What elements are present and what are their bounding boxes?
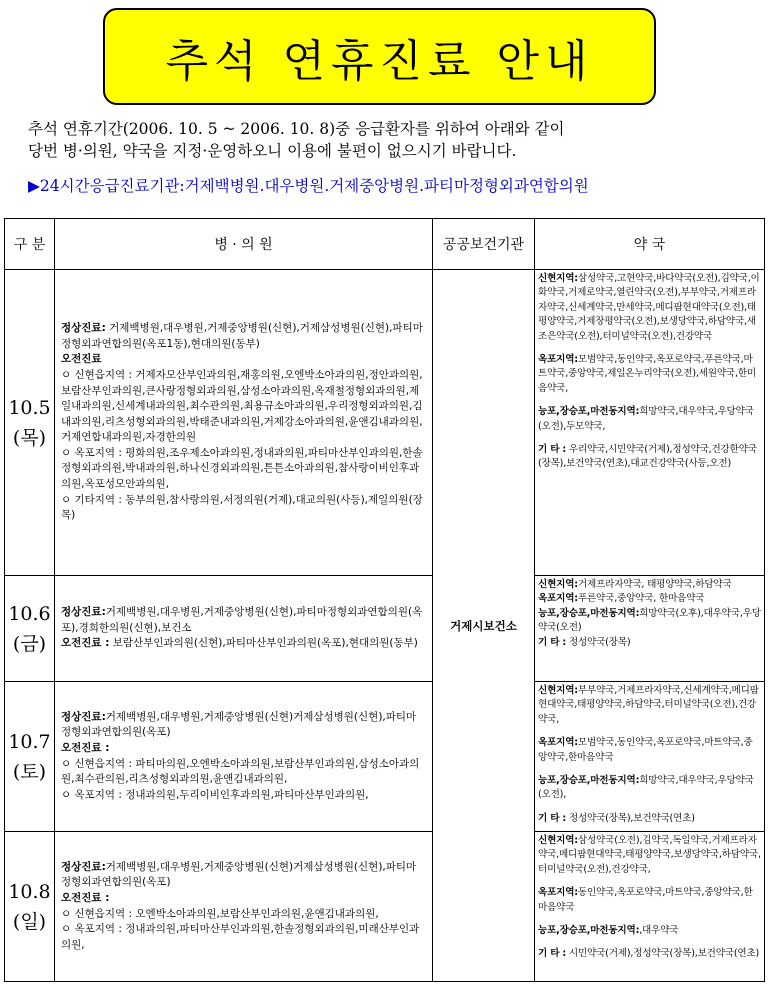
pharmacy-line	[538, 812, 761, 826]
pharmacy-line	[538, 636, 761, 650]
hospital-line-label: 오전진료 :	[61, 891, 110, 904]
pharmacy-line-text: 푸른약국,중앙약국, 한마음약국	[577, 593, 705, 605]
pharmacy-line	[538, 834, 761, 877]
header-category: 구 분	[5, 219, 55, 270]
pharmacy-line-text: 우리약국,시민약국(거제),정성약국,건강한약국(장목),보건약국(연초),대교건강약국(사등,오전)	[538, 444, 757, 470]
date-value: 10.5	[8, 396, 51, 419]
pharmacy-line-text: 동인약국,옥포로약국,마트약국,중앙약국,한마음약국	[538, 887, 753, 913]
pharmacy-line-label: 능포,장승포,마전동지역:	[538, 406, 640, 418]
pharmacy-line-text: 시민약국(거제),정성약국(장목),보건약국(연초)	[566, 948, 760, 960]
hospital-line-text: ㅇ 신현읍지역 : 오엔박소아과의원,보람산부인과의원,윤앤김내과의원,	[61, 907, 379, 920]
day-value: (토)	[12, 760, 47, 783]
date-cell	[5, 576, 55, 682]
day-value: (금)	[12, 632, 47, 655]
pharmacy-line	[538, 405, 761, 434]
hospital-line-text: 보람산부인과의원(신현),파티마산부인과의원(옥포),현대의원(동부)	[109, 637, 418, 650]
pharmacy-line	[538, 578, 761, 592]
pharmacy-line-label: 기 타 :	[538, 444, 567, 456]
hospital-line	[61, 352, 426, 368]
hospital-line-label: 오전진료 :	[61, 637, 110, 650]
hospital-cell	[55, 270, 433, 576]
emergency-notice: ▶24시간응급진료기관:거제백병원.대우병원.거제중앙병원.파티마정형외과연합의원	[28, 177, 589, 195]
pharmacy-line-label: 신현지역:	[538, 579, 578, 590]
date-value: 10.7	[8, 730, 51, 753]
hospital-cell	[55, 832, 433, 982]
pharmacy-line	[538, 736, 761, 765]
hospital-line	[61, 321, 426, 352]
pharmacy-line-label: 능포,장승포,마전동지역:	[538, 775, 640, 787]
pharmacy-line-label: 옥포지역:	[538, 354, 578, 366]
pharmacy-line-text: 정성약국(장목),보건약국(연초)	[566, 812, 695, 824]
hospital-line	[61, 891, 426, 907]
pharmacy-line	[538, 443, 761, 472]
pharmacy-line-text: 희망약국,대우약국,우당약국(오전),	[538, 775, 754, 801]
pharmacy-line-text: 삼성약국,고현약국,바다약국(오전),김약국,이화약국,거제로약국,열린약국(오전),부부약국,거제프라자약국,신세계약국,만세약국,메디팜현대약국(오전),태평양약국,거제장평약국(오전),보생당약국,하담약국,새조은약국(오전),터미널약국(오전),건강약국	[538, 273, 760, 342]
hospital-line-text: ㅇ 신현읍지역 : 파티마의원,오엔박소아과의원,보람산부인과의원,삼성소아과의원,최수관의원,리츠성형외과의원,윤앤김내과의원,	[61, 757, 420, 786]
hospital-line-label: 오전진료 :	[61, 741, 110, 754]
table-row	[5, 270, 765, 576]
table-row	[5, 682, 765, 832]
date-cell	[5, 682, 55, 832]
pharmacy-cell	[535, 576, 765, 682]
pharmacy-line-text: 거제프라자약국, 태평양약국,하담약국	[577, 579, 732, 590]
pharmacy-line	[538, 592, 761, 606]
table-row	[5, 832, 765, 982]
public-health-cell	[433, 270, 535, 982]
hospital-cell	[55, 576, 433, 682]
pharmacy-line-text: 정성약국(장목)	[566, 636, 631, 648]
date-cell	[5, 270, 55, 576]
pharmacy-line-text: 삼성약국(오전),김약국,독일약국,거제프라자약국,메디팜현대약국,태평양약국,보생당약국,하담약국,터미널약국(오전),건강약국,	[538, 835, 761, 875]
hospital-line	[61, 907, 426, 923]
pharmacy-cell	[535, 832, 765, 982]
hospital-line-text: 거제백병원,대우병원,거제중앙병원(신현),파티마정형외과연합의원(옥포),경희한의원(신현),보건소	[61, 606, 423, 634]
hospital-line	[61, 493, 426, 524]
hospital-line-text: 거제백병원,대우병원,거제중앙병원(신현)거제삼성병원(신현),파티마정형외과연합의원(옥포)	[61, 710, 417, 739]
hospital-line-text: ㅇ 옥포지역 : 정내과의원,파티마산부인과의원,한솔정형외과의원,미래산부인과의원,	[61, 923, 420, 951]
hospital-cell	[55, 682, 433, 832]
day-value: (목)	[12, 426, 47, 449]
pharmacy-line-label: 신현지역:	[538, 273, 578, 284]
hospital-line	[61, 860, 426, 891]
hospital-line-label: 정상진료:	[61, 710, 106, 723]
pharmacy-line-text: 모범약국,동인약국,옥포로약국,마트약국,중앙약국,한마음약국	[538, 737, 753, 763]
date-cell	[5, 832, 55, 982]
intro-line-2: 당번 병·의원, 약국을 지정·운영하오니 이용에 불편이 없으시기 바랍니다.	[28, 142, 517, 160]
pharmacy-line-label: 옥포지역:	[538, 887, 578, 899]
pharmacy-line-label: 기 타 :	[538, 948, 567, 960]
pharmacy-line	[538, 353, 761, 396]
pharmacy-line	[538, 272, 761, 344]
pharmacy-line	[538, 886, 761, 915]
pharmacy-line-label: 옥포지역:	[538, 593, 578, 605]
header-hospital: 병 · 의 원	[55, 219, 433, 270]
intro-text	[28, 118, 758, 162]
pharmacy-cell	[535, 270, 765, 576]
pharmacy-line-label: 능포,장승포,마전동지역:	[538, 925, 640, 937]
hospital-line	[61, 922, 426, 953]
pharmacy-line-text: ,대우약국	[639, 925, 679, 937]
pharmacy-line-label: 옥포지역:	[538, 737, 578, 749]
date-value: 10.8	[8, 880, 51, 903]
hospital-line	[61, 710, 426, 741]
hospital-line	[61, 368, 426, 446]
pharmacy-line	[538, 774, 761, 803]
hospital-line	[61, 446, 426, 493]
table-header-row	[5, 219, 765, 270]
hospital-line	[61, 605, 426, 636]
public-health-name: 거제시보건소	[450, 618, 517, 633]
date-value: 10.6	[8, 602, 51, 625]
table-row	[5, 576, 765, 682]
header-public-health: 공공보건기관	[433, 219, 535, 270]
pharmacy-line-text: 모범약국,동인약국,옥포로약국,푸른약국,마트약국,중앙약국,제일온누리약국(오전),세원약국,한미음약국,	[538, 354, 756, 394]
hospital-line	[61, 636, 426, 652]
schedule-table	[4, 218, 765, 982]
hospital-line-text: 거제백병원,대우병원,거제중앙병원(신현),거제삼성병원(신현),파티마정형외과연합의원(옥포1동),현대의원(동부)	[61, 322, 423, 350]
pharmacy-line-label: 기 타 :	[538, 636, 567, 648]
pharmacy-line-label: 기 타 :	[538, 812, 567, 824]
hospital-line	[61, 741, 426, 757]
hospital-line-label: 정상진료:	[61, 322, 106, 335]
header-pharmacy: 약 국	[535, 219, 765, 270]
intro-line-1: 추석 연휴기간(2006. 10. 5 ~ 2006. 10. 8)중 응급환자를 위하여 아래와 같이	[28, 120, 565, 138]
pharmacy-line-label: 신현지역:	[538, 835, 578, 846]
hospital-line-text: ㅇ 신현읍지역 : 거제자모산부인과의원,재홍의원,오엔박소아과의원,정안과의원,보람산부인과의원,큰사랑정형외과의원,삼성소아과의원,옥재철정형외과의원,제일내과의원,신세계내과의원,최수관의원,최용규소아과의원,우리정형외과의원,김내과의원,리츠성형외과의원,박태준내과의원,거제강소아과의원,윤앤김내과의원,거제연합내과의원,자경한의원	[61, 368, 423, 444]
pharmacy-line-text: 부부약국,거제프라자약국,신세계약국,메디팜현대약국,태평양약국,하담약국,터미널약국(오전),건강약국,	[538, 685, 759, 725]
pharmacy-line	[538, 684, 761, 727]
hospital-line-label: 오전진료	[61, 353, 102, 366]
hospital-line-label: 정상진료:	[61, 860, 106, 873]
hospital-line-text: ㅇ 기타지역 : 동부의원,참사랑의원,서정의원(거제),대교의원(사등),제일의원(장목)	[61, 493, 423, 522]
day-value: (일)	[12, 910, 47, 933]
hospital-line	[61, 788, 426, 804]
pharmacy-line-label: 신현지역:	[538, 685, 578, 696]
pharmacy-line-label: 능포,장승포,마전동지역:	[538, 607, 640, 619]
title-banner	[103, 8, 656, 105]
pharmacy-line	[538, 607, 761, 636]
hospital-line	[61, 757, 426, 788]
pharmacy-line-text: 희망약국(오후),대우약국,우당약국(오전)	[538, 607, 761, 634]
hospital-line-text: 거제백병원,대우병원,거제중앙병원(신현)거제삼성병원(신현),파티마정형외과연합의원(옥포)	[61, 860, 417, 889]
pharmacy-line	[538, 924, 761, 938]
hospital-line-label: 정상진료:	[61, 606, 106, 619]
hospital-line-text: ㅇ 옥포지역 : 정내과의원,두리이비인후과의원,파티마산부인과의원,	[61, 788, 369, 801]
page-title: 추석 연휴진료 안내	[165, 35, 594, 87]
hospital-line-text: ㅇ 옥포지역 : 평화의원,조우제소아과의원,정내과의원,파티마산부인과의원,한솔정형외과의원,박내과의원,하나신경외과의원,튼튼소아과의원,참사랑이비인후과의원,옥포성모안과의원,	[61, 446, 423, 491]
pharmacy-line-text: 희망약국,대우약국,우당약국(오전),두모약국,	[538, 406, 754, 432]
pharmacy-cell	[535, 682, 765, 832]
pharmacy-line	[538, 947, 761, 961]
